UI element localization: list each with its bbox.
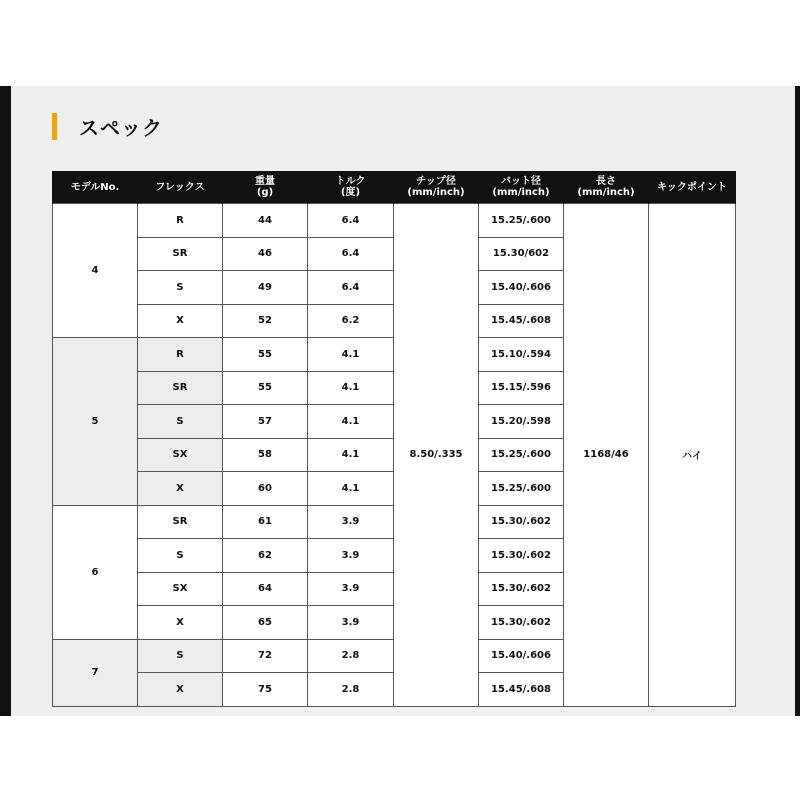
header-tip-diameter: チップ径 (mm/inch) xyxy=(394,171,479,204)
torque-cell: 6.4 xyxy=(308,204,394,238)
header-torque: トルク (度) xyxy=(308,171,394,204)
length-cell: 1168/46 xyxy=(564,204,649,707)
torque-cell: 2.8 xyxy=(308,673,394,707)
torque-cell: 4.1 xyxy=(308,405,394,439)
butt-diameter-cell: 15.20/.598 xyxy=(479,405,564,439)
torque-cell: 6.4 xyxy=(308,271,394,305)
weight-cell: 62 xyxy=(223,539,308,573)
butt-diameter-cell: 15.45/.608 xyxy=(479,673,564,707)
butt-diameter-cell: 15.30/.602 xyxy=(479,505,564,539)
torque-cell: 4.1 xyxy=(308,371,394,405)
table-header-row xyxy=(53,171,736,204)
flex-cell: R xyxy=(138,338,223,372)
torque-cell: 3.9 xyxy=(308,539,394,573)
weight-cell: 55 xyxy=(223,338,308,372)
flex-cell: SX xyxy=(138,572,223,606)
header-model: モデルNo. xyxy=(53,171,138,204)
butt-diameter-cell: 15.25/.600 xyxy=(479,472,564,506)
header-weight: 重量 (g) xyxy=(223,171,308,204)
butt-diameter-cell: 15.10/.594 xyxy=(479,338,564,372)
butt-diameter-cell: 15.30/602 xyxy=(479,237,564,271)
heading-accent-bar xyxy=(52,113,57,140)
weight-cell: 46 xyxy=(223,237,308,271)
flex-cell: S xyxy=(138,271,223,305)
section-title: スペック xyxy=(79,115,163,140)
torque-cell: 3.9 xyxy=(308,606,394,640)
header-flex: フレックス xyxy=(138,171,223,204)
flex-cell: S xyxy=(138,639,223,673)
flex-cell: X xyxy=(138,304,223,338)
tip-diameter-cell: 8.50/.335 xyxy=(394,204,479,707)
torque-cell: 4.1 xyxy=(308,438,394,472)
torque-cell: 4.1 xyxy=(308,472,394,506)
torque-cell: 2.8 xyxy=(308,639,394,673)
torque-cell: 3.9 xyxy=(308,505,394,539)
torque-cell: 6.4 xyxy=(308,237,394,271)
weight-cell: 61 xyxy=(223,505,308,539)
kick-point-cell: ハイ xyxy=(649,204,736,707)
left-edge-bar xyxy=(0,86,11,716)
butt-diameter-cell: 15.30/.602 xyxy=(479,572,564,606)
section-heading xyxy=(52,112,163,140)
weight-cell: 57 xyxy=(223,405,308,439)
weight-cell: 58 xyxy=(223,438,308,472)
spec-table xyxy=(52,171,736,707)
butt-diameter-cell: 15.25/.600 xyxy=(479,204,564,238)
butt-diameter-cell: 15.30/.602 xyxy=(479,539,564,573)
right-edge-bar xyxy=(795,86,800,716)
table-row xyxy=(53,204,736,238)
header-butt-diameter: バット径 (mm/inch) xyxy=(479,171,564,204)
flex-cell: S xyxy=(138,405,223,439)
butt-diameter-cell: 15.25/.600 xyxy=(479,438,564,472)
weight-cell: 72 xyxy=(223,639,308,673)
butt-diameter-cell: 15.40/.606 xyxy=(479,271,564,305)
model-cell: 5 xyxy=(53,338,138,506)
spec-panel xyxy=(0,86,800,716)
weight-cell: 55 xyxy=(223,371,308,405)
flex-cell: SR xyxy=(138,371,223,405)
weight-cell: 64 xyxy=(223,572,308,606)
butt-diameter-cell: 15.30/.602 xyxy=(479,606,564,640)
header-length: 長さ (mm/inch) xyxy=(564,171,649,204)
table-body xyxy=(53,204,736,707)
model-cell: 6 xyxy=(53,505,138,639)
weight-cell: 75 xyxy=(223,673,308,707)
flex-cell: X xyxy=(138,472,223,506)
flex-cell: R xyxy=(138,204,223,238)
weight-cell: 52 xyxy=(223,304,308,338)
flex-cell: X xyxy=(138,606,223,640)
header-kick-point: キックポイント xyxy=(649,171,736,204)
butt-diameter-cell: 15.40/.606 xyxy=(479,639,564,673)
butt-diameter-cell: 15.15/.596 xyxy=(479,371,564,405)
weight-cell: 44 xyxy=(223,204,308,238)
flex-cell: X xyxy=(138,673,223,707)
weight-cell: 65 xyxy=(223,606,308,640)
flex-cell: SR xyxy=(138,237,223,271)
weight-cell: 60 xyxy=(223,472,308,506)
torque-cell: 4.1 xyxy=(308,338,394,372)
butt-diameter-cell: 15.45/.608 xyxy=(479,304,564,338)
model-cell: 4 xyxy=(53,204,138,338)
torque-cell: 6.2 xyxy=(308,304,394,338)
model-cell: 7 xyxy=(53,639,138,706)
flex-cell: SR xyxy=(138,505,223,539)
weight-cell: 49 xyxy=(223,271,308,305)
flex-cell: SX xyxy=(138,438,223,472)
torque-cell: 3.9 xyxy=(308,572,394,606)
flex-cell: S xyxy=(138,539,223,573)
